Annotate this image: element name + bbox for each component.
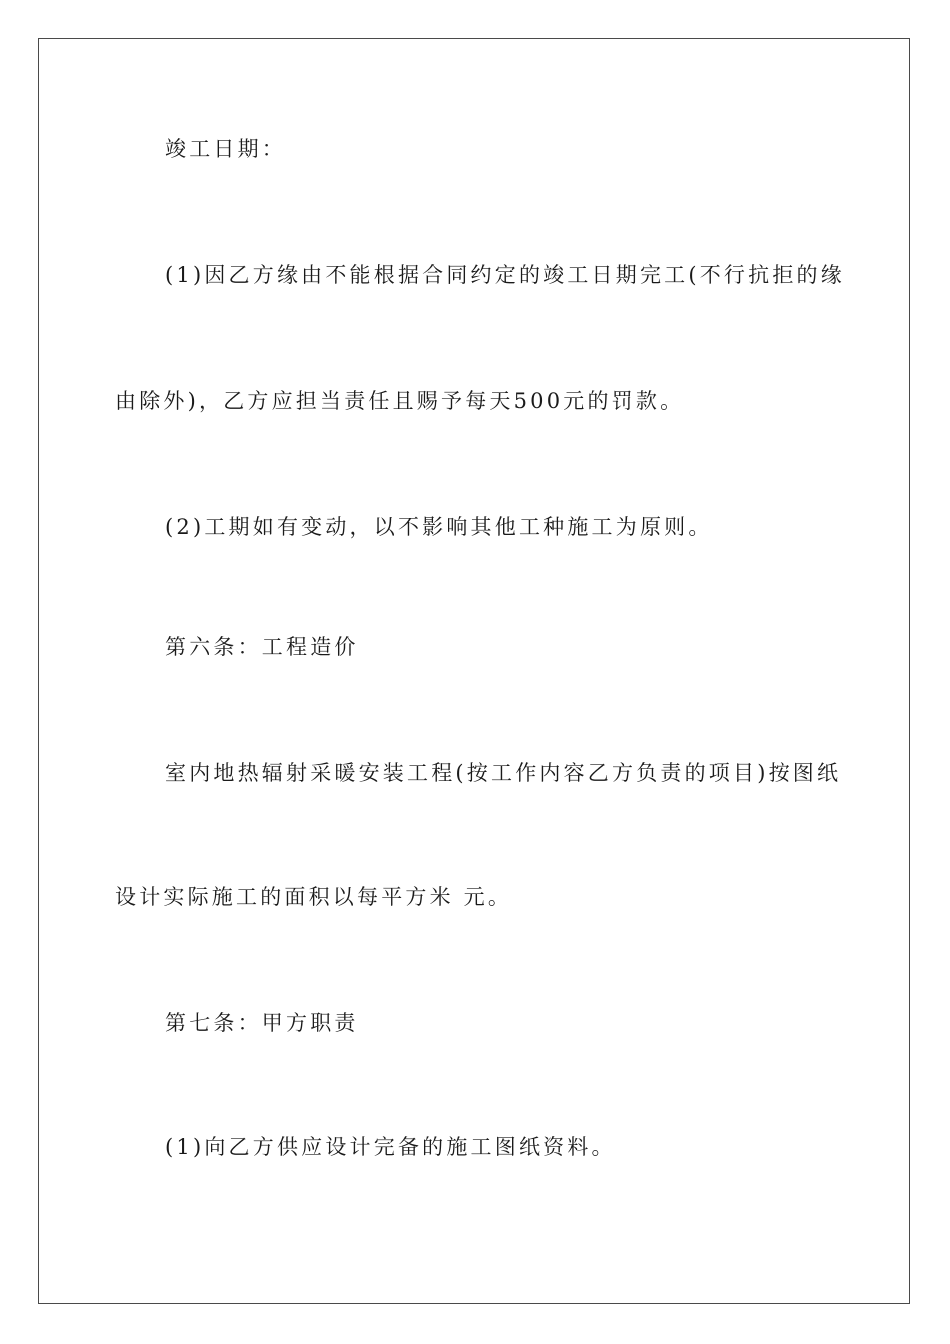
article-seven-heading: 第七条：甲方职责 [165,1011,359,1035]
clause-delay-line-2: 由除外)，乙方应担当责任且赐予每天500元的罚款。 [115,389,685,413]
clause-schedule-change: (2)工期如有变动，以不影响其他工种施工为原则。 [165,515,713,539]
completion-date-heading: 竣工日期： [165,137,286,161]
clause-delay-line-1: (1)因乙方缘由不能根据合同约定的竣工日期完工(不行抗拒的缘 [165,263,845,287]
page-border [38,38,910,1304]
article-six-line-1: 室内地热辐射采暖安装工程(按工作内容乙方负责的项目)按图纸 [165,761,842,785]
article-seven-clause-1: (1)向乙方供应设计完备的施工图纸资料。 [165,1135,616,1159]
article-six-line-2: 设计实际施工的面积以每平方米 元。 [115,885,513,909]
article-six-heading: 第六条：工程造价 [165,635,359,659]
